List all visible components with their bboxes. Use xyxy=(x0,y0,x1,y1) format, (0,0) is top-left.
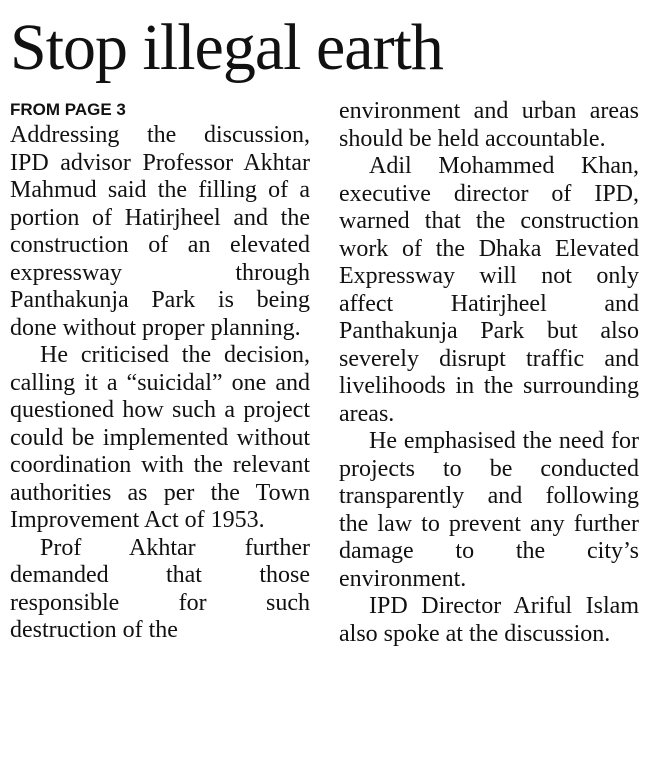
article-column-1 xyxy=(10,98,310,645)
headline: Stop illegal earth xyxy=(10,11,443,84)
paragraph-3: Prof Akhtar further demanded that those responsible for such destruction of the xyxy=(10,534,310,643)
paragraph-6: He emphasised the need for projects to be conducted transparently and following the law to prevent any further damage to the city’s environment. xyxy=(339,428,639,592)
paragraph-7: IPD Director Ariful Islam also spoke at the discussion. xyxy=(339,593,639,647)
paragraph-2: He criticised the decision, calling it a “suicidal” one and questioned how such a project could be implemented without coordination with the relevant authorities as per the Town Improvement Act of 1953. xyxy=(10,342,310,533)
continuation-kicker: FROM PAGE 3 xyxy=(10,100,126,119)
paragraph-5: Adil Mohammed Khan, executive director of IPD, warned that the construction work of the Dhaka Elevated Expressway will not only affect Hatirjheel and Panthakunja Park but also severely disrupt traffic and livelihoods in the surrounding areas. xyxy=(339,153,639,427)
paragraph-1: Addressing the discussion, IPD advisor Professor Akhtar Mahmud said the filling of a portion of Hatirjheel and the construction of an elevated expressway through Panthakunja Park is being done without proper planning. xyxy=(10,122,310,341)
paragraph-4: environment and urban areas should be held accountable. xyxy=(339,98,639,152)
article-column-2 xyxy=(339,98,639,648)
